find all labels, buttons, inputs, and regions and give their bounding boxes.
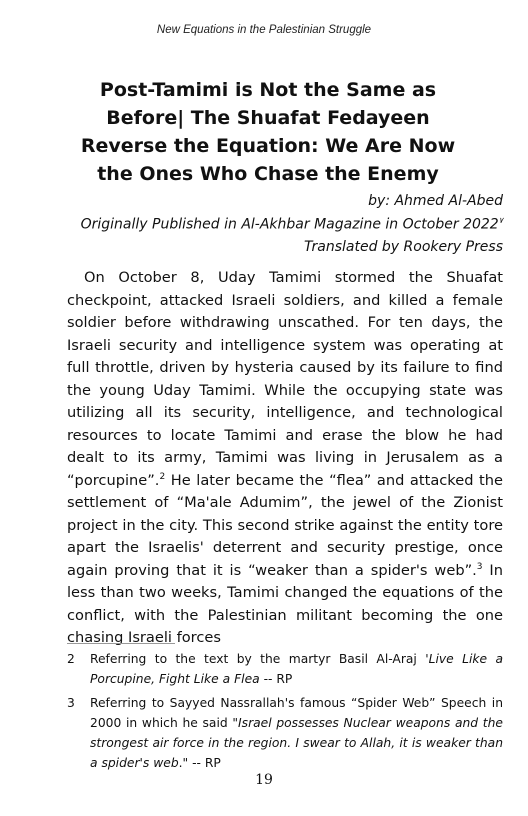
publication-marker: ٧: [498, 216, 503, 225]
footnote-text-after: ." -- RP: [178, 756, 221, 770]
footnote-ref-2[interactable]: 2: [159, 471, 166, 482]
publication-text: Originally Published in Al-Akhbar Magazine in October 2022: [80, 216, 499, 233]
publication-note: [81, 216, 503, 233]
translation-note: Translated by Rookery Press: [304, 239, 503, 255]
footnote-quote: Israel possesses Nuclear weapons and the strongest air force in the region. I swear to Allah, it is weaker than a spider's web: [90, 716, 503, 770]
footnote-3: [67, 693, 503, 773]
body-text-part-1: On October 8, Uday Tamimi stormed the Shuafat checkpoint, attacked Israeli soldiers, and killed a female soldier before withdrawing unscathed. For ten days, the Israeli security and intelligence system was operating at full throttle, driven by hysteria caused by its failure to find the young Uday Tamimi. While the occupying state was utilizing all its security, intelligence, and technological resources to locate Tamimi and erase the blow he had dealt to its army, Tamimi was living in Jerusalem as a “porcupine”.: [67, 269, 503, 489]
footnote-number: 3: [67, 696, 75, 710]
footnote-2: [67, 649, 503, 689]
footnote-ref-3[interactable]: 3: [476, 561, 483, 572]
footnote-text-before: Referring to the text by the martyr Basil Al-Araj ': [90, 652, 429, 666]
footnote-number: 2: [67, 652, 75, 666]
running-header: New Equations in the Palestinian Struggle: [156, 24, 372, 36]
body-paragraph: [67, 267, 503, 650]
body-text-part-2: He later became the “flea” and attacked the settlement of “Ma'ale Adumim”, the jewel of the Zionist project in the city. This second strike against the entity tore apart the Israelis' deterrent and security prestige, once again proving that it is “weaker than a spider's web”.: [67, 471, 503, 579]
page-number: 19: [255, 772, 273, 788]
footnote-quote: Live Like a Porcupine, Fight Like a Flea: [90, 652, 503, 686]
body-text-part-3: In less than two weeks, Tamimi changed the equations of the conflict, with the Palestinian militant becoming the one chasing Israeli forces: [67, 561, 503, 646]
byline: by: Ahmed Al-Abed: [368, 193, 503, 209]
footnote-divider: [67, 643, 175, 644]
footnote-text-after: -- RP: [259, 672, 293, 686]
footnote-text: [90, 649, 503, 689]
article-title: Post-Tamimi is Not the Same as Before| The Shuafat Fedayeen Reverse the Equation: We Are Now the Ones Who Chase the Enemy: [80, 79, 456, 185]
footnote-text-before: Referring to Sayyed Nassrallah's famous “Spider Web” Speech in 2000 in which he said ": [90, 696, 503, 730]
footnote-text: [90, 693, 503, 773]
